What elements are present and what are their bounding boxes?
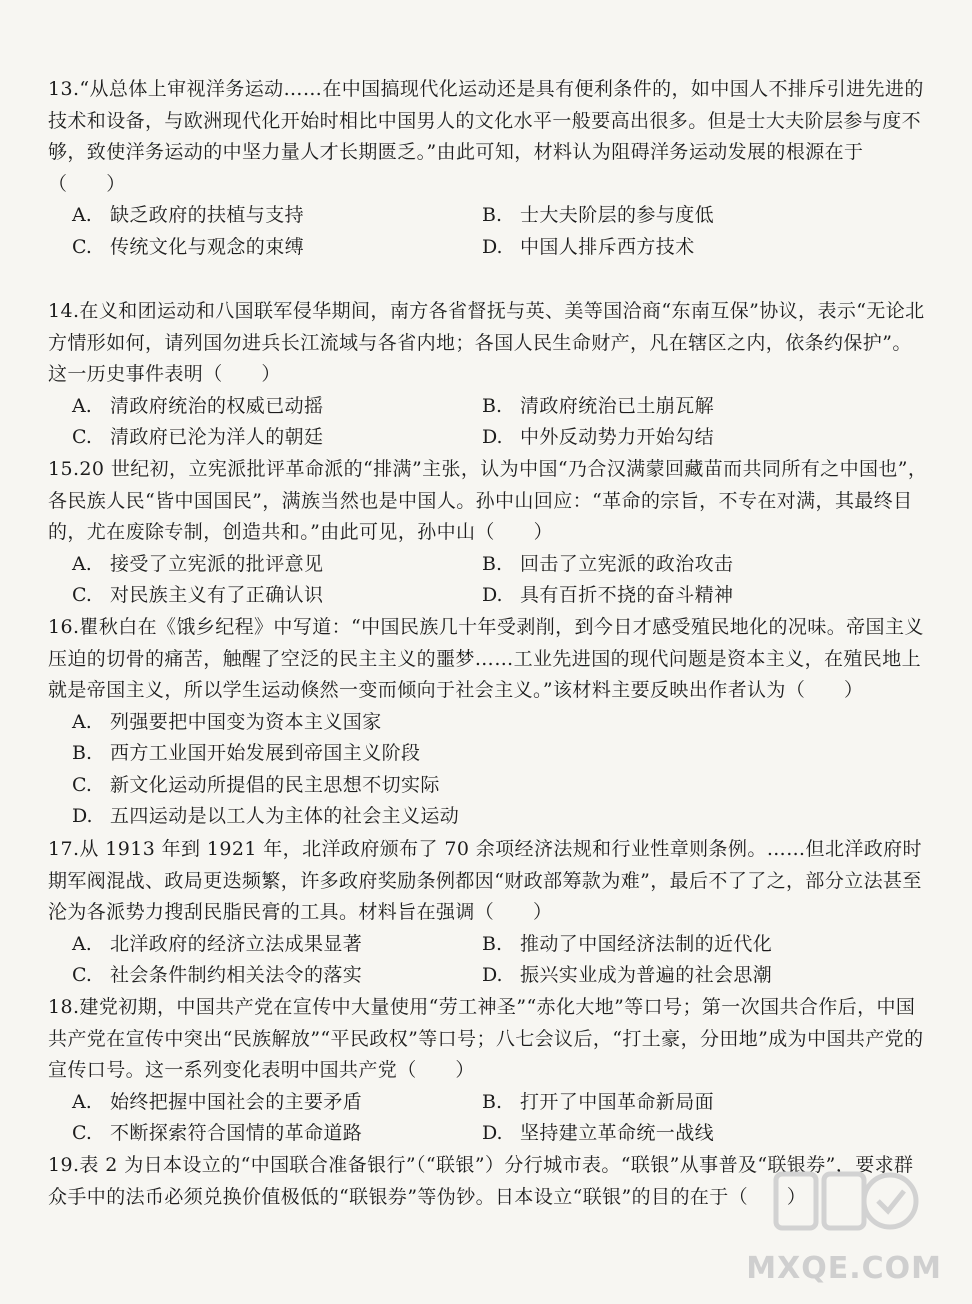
question-stem: 18.建党初期，中国共产党在宣传中大量使用“劳工神圣”“赤化大地”等口号；第一次国共合作后，中国共产党在宣传中突出“民族解放”“平民政权”等口号；八七会议后，“打土豪，分田地”成为中国共产党的宣传口号。这一系列变化表明中国共产党（ ）	[48, 996, 924, 1081]
option-b[interactable]: B. 推动了中国经济法制的近代化	[482, 932, 773, 955]
question-stem: 19.表 2 为日本设立的“中国联合准备银行”（“联银”）分行城市表。“联银”从事普及“联银券”，要求群众手中的法币必须兑换价值极低的“联银券”等伪钞。日本设立“联银”的目的在于（ ）	[48, 1154, 914, 1208]
question-15	[48, 454, 928, 612]
question-16	[48, 612, 928, 833]
question-18	[48, 992, 928, 1150]
question-stem: 16.瞿秋白在《饿乡纪程》中写道：“中国民族几十年受剥削，到今日才感受殖民地化的况味。帝国主义压迫的切骨的痛苦，触醒了空泛的民主主义的噩梦……工业先进国的现代问题是资本主义，在殖民地上就是帝国主义，所以学生运动倏然一变而倾向于社会主义。”该材料主要反映出作者认为（ ）	[48, 616, 924, 701]
option-d[interactable]: D. 振兴实业成为普遍的社会思潮	[482, 964, 773, 986]
option-c[interactable]: C. 传统文化与观念的束缚	[72, 235, 305, 258]
options	[48, 929, 928, 992]
question-stem: 15.20 世纪初，立宪派批评革命派的“排满”主张，认为中国“乃合汉满蒙回藏苗而共同所有之中国也”，各民族人民“皆中国国民”，满族当然也是中国人。孙中山回应：“革命的宗旨，不专在对满，其最终目的，尤在废除专制，创造共和。”由此可见，孙中山（ ）	[48, 458, 928, 543]
watermark-text: MXQE.COM	[746, 1251, 942, 1286]
option-b[interactable]: B. 士大夫阶层的参与度低	[482, 204, 715, 226]
watermark	[746, 1166, 942, 1286]
option-a[interactable]: A. 始终把握中国社会的主要矛盾	[72, 1090, 363, 1113]
question-stem: 17.从 1913 年到 1921 年，北洋政府颁布了 70 余项经济法规和行业性章则条例。……但北洋政府时期军阀混战、政局更迭频繁，许多政府奖励条例都因“财政部筹款为难”，最后不了了之，部分立法甚至沦为各派势力搜刮民脂民膏的工具。材料旨在强调（ ）	[48, 838, 922, 923]
question-stem: 14.在义和团运动和八国联军侵华期间，南方各省督抚与英、美等国洽商“东南互保”协议，表示“无论北方情形如何，请列国勿进兵长江流域与各省内地；各国人民生命财产，凡在辖区之内，依条约保护”。这一历史事件表明（ ）	[48, 300, 925, 385]
option-a[interactable]: A. 列强要把中国变为资本主义国家	[72, 710, 382, 733]
option-a[interactable]: A. 清政府统治的权威已动摇	[72, 394, 324, 417]
option-d[interactable]: D. 中外反动势力开始勾结	[482, 426, 715, 448]
option-b[interactable]: B. 回击了立宪派的政治攻击	[482, 552, 734, 575]
options	[48, 200, 928, 263]
option-c[interactable]: C. 不断探索符合国情的革命道路	[72, 1122, 363, 1144]
question-17	[48, 834, 928, 992]
question-14	[48, 296, 928, 454]
option-a[interactable]: A. 北洋政府的经济立法成果显著	[72, 932, 363, 955]
option-c[interactable]: C. 对民族主义有了正确认识	[72, 584, 324, 606]
option-d[interactable]: D. 具有百折不挠的奋斗精神	[482, 584, 734, 606]
option-c[interactable]: C. 社会条件制约相关法令的落实	[72, 964, 363, 986]
option-b[interactable]: B. 清政府统治已土崩瓦解	[482, 394, 715, 417]
question-13	[48, 74, 928, 263]
option-a[interactable]: A. 接受了立宪派的批评意见	[72, 552, 324, 575]
option-c[interactable]: C. 清政府已沦为洋人的朝廷	[72, 426, 324, 448]
option-b[interactable]: B. 打开了中国革命新局面	[482, 1090, 715, 1113]
option-d[interactable]: D. 坚持建立革命统一战线	[482, 1122, 715, 1144]
option-a[interactable]: A. 缺乏政府的扶植与支持	[72, 204, 305, 226]
question-stem: 13.“从总体上审视洋务运动……在中国搞现代化运动还是具有便利条件的，如中国人不排斥引进先进的技术和设备，与欧洲现代化开始时相比中国男人的文化水平一般要高出很多。但是士大夫阶层参与度不够，致使洋务运动的中坚力量人才长期匮乏。”由此可知，材料认为阻碍洋务运动发展的根源在于（ ）	[48, 78, 924, 195]
option-d[interactable]: D. 五四运动是以工人为主体的社会主义运动	[72, 805, 460, 827]
options	[48, 707, 928, 833]
options	[48, 549, 928, 612]
watermark-logo-icon	[772, 1166, 922, 1236]
options	[48, 391, 928, 454]
option-d[interactable]: D. 中国人排斥西方技术	[482, 235, 695, 258]
option-b[interactable]: B. 西方工业国开始发展到帝国主义阶段	[72, 742, 421, 764]
option-c[interactable]: C. 新文化运动所提倡的民主思想不切实际	[72, 773, 440, 796]
options	[48, 1087, 928, 1150]
